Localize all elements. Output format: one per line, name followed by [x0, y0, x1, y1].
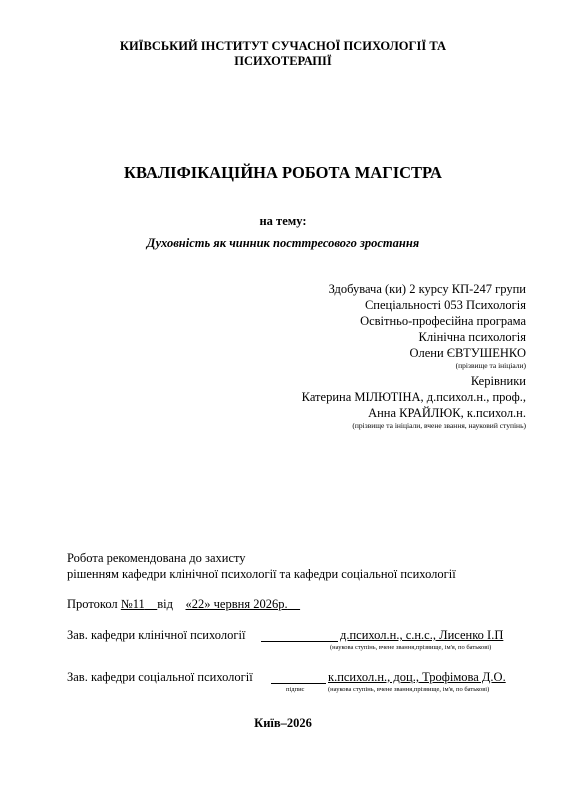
- document-title: КВАЛІФІКАЦІЙНА РОБОТА МАГІСТРА: [124, 163, 442, 182]
- supervisors-heading: Керівники: [470, 374, 526, 388]
- signature-line-social: [271, 671, 326, 684]
- institute-name: [90, 39, 476, 69]
- city-year: Київ–2026: [254, 716, 312, 730]
- student-line3: Освітньо-професійна програма: [360, 314, 526, 328]
- student-name: Олени ЄВТУШЕНКО: [409, 346, 526, 360]
- author-block: [302, 281, 526, 431]
- protocol-from: від: [157, 597, 174, 611]
- supervisor-line2: Анна КРАЙЛЮК, к.психол.н.: [368, 406, 526, 420]
- protocol-line: [67, 597, 300, 612]
- head-clinical-label: Зав. кафедри клінічної психології: [67, 628, 246, 642]
- head-clinical-value: д.психол.н., с.н.с., Лисенко І.П: [340, 628, 504, 642]
- recommendation-line1: Робота рекомендована до захисту: [67, 551, 246, 565]
- head-social-value: к.психол.н., доц., Трофімова Д.О.: [328, 670, 506, 684]
- student-name-hint: (прізвище та ініціали): [455, 361, 526, 370]
- head-clinical-hint: (наукова ступінь, вчене звання,прізвище, ім'я, по батькові): [330, 644, 492, 651]
- head-social-hint: (наукова ступінь, вчене звання,прізвище, ім'я, по батькові): [328, 686, 490, 693]
- recommendation-line2: рішенням кафедри клінічної психології та кафедри соціальної психології: [67, 567, 456, 581]
- protocol-number: №11: [120, 597, 145, 611]
- topic-title: Духовність як чинник посттресового зростання: [146, 236, 420, 250]
- student-line1: Здобувача (ки) 2 курсу КП-247 групи: [328, 282, 526, 296]
- supervisor-line1: Катерина МІЛЮТІНА, д.психол.н., проф.,: [301, 390, 526, 404]
- student-line2: Спеціальності 053 Психологія: [364, 298, 526, 312]
- supervisors-hint: (прізвище та ініціали, вчене звання, науковий ступінь): [352, 421, 526, 430]
- institute-name-line2: ПСИХОТЕРАПІЇ: [234, 54, 332, 68]
- signature-line-clinical: [261, 629, 338, 642]
- protocol-date: «22» червня 2026р.: [185, 597, 288, 611]
- head-social-sign-hint: підпис: [286, 686, 305, 693]
- on-topic-label: на тему:: [259, 214, 307, 228]
- institute-name-line1: КИЇВСЬКИЙ ІНСТИТУТ СУЧАСНОЇ ПСИХОЛОГІЇ ТА: [119, 39, 447, 53]
- student-line4: Клінічна психологія: [418, 330, 526, 344]
- protocol-label: Протокол: [67, 597, 121, 611]
- head-social-label: Зав. кафедри соціальної психології: [67, 670, 253, 684]
